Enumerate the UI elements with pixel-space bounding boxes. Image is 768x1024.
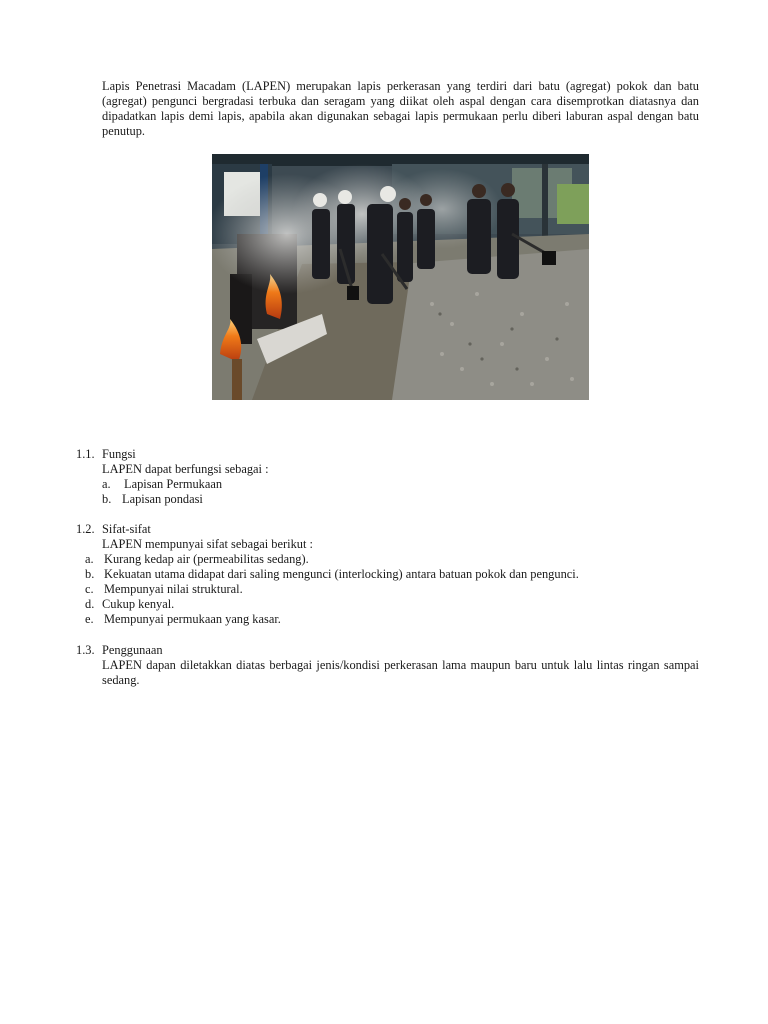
section-lead: LAPEN dapat berfungsi sebagai : [102, 462, 269, 476]
list-text: Kurang kedap air (permeabilitas sedang). [104, 552, 309, 566]
section-number: 1.1. [76, 447, 95, 461]
list-text: Mempunyai permukaan yang kasar. [104, 612, 281, 626]
list-marker: c. [85, 582, 94, 596]
section-number: 1.2. [76, 522, 95, 536]
section-body: LAPEN dapan diletakkan diatas berbagai jenis/kondisi perkerasan lama maupun baru untuk lalu lintas ringan sampai sedang. [102, 658, 699, 687]
section-number: 1.3. [76, 643, 95, 657]
list-marker: b. [102, 492, 112, 506]
list-text: Mempunyai nilai struktural. [104, 582, 243, 596]
section-title: Penggunaan [102, 643, 163, 657]
section-lead: LAPEN mempunyai sifat sebagai berikut : [102, 537, 313, 551]
list-marker: a. [102, 477, 111, 491]
list-marker: e. [85, 612, 94, 626]
intro-paragraph: Lapis Penetrasi Macadam (LAPEN) merupakan lapis perkerasan yang terdiri dari batu (agregat) pokok dan batu (agregat) pengunci bergradasi terbuka dan seragam yang diikat oleh aspal dengan cara disemprotkan diatasnya dan dipadatkan lapis demi lapis, apabila akan digunakan sebagai lapis permukaan perlu diberi laburan aspal dengan batu penutup. [102, 79, 699, 138]
list-text: Cukup kenyal. [102, 597, 175, 611]
list-marker: b. [85, 567, 95, 581]
list-text: Lapisan pondasi [122, 492, 203, 506]
list-marker: a. [85, 552, 94, 566]
section-title: Sifat-sifat [102, 522, 151, 536]
road-construction-photo [212, 154, 589, 400]
list-marker: d. [85, 597, 95, 611]
section-title: Fungsi [102, 447, 136, 461]
list-text: Kekuatan utama didapat dari saling mengunci (interlocking) antara batuan pokok dan pengunci. [104, 567, 579, 581]
list-text: Lapisan Permukaan [124, 477, 223, 491]
photo-illustration [212, 154, 589, 400]
